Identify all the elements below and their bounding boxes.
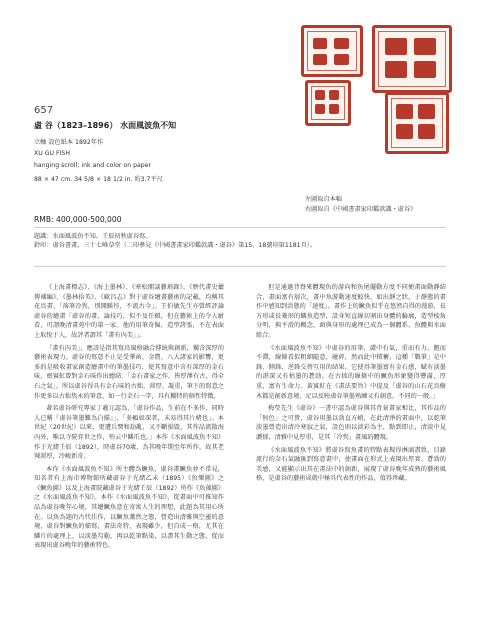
essay-paragraph: 但是通過背脊來體現魚的游向和魚尾擺動方度不同便畫面動靜結合，畫面富有層次，畫中魚游動速度較快，如出靜之狀，于靜態的畫作中感知到活態的「速度」。畫作上的鱖魚似乎在悠然自得的漫游，長方形或長菱形的鱗魚造型，設身短直線切割出身體的輪廓，造型棱角分明，與平滑的概念，頭與身形的處理已成為一個體系，魚體與水面組合。 [256, 284, 446, 339]
notes-block [34, 232, 444, 250]
seal-caption-right: 右圖取自《中國書畫家印鑑款識・虛谷》 [305, 206, 417, 213]
seal-image-right-small [385, 92, 449, 154]
seal-note: 鈐印：虛谷書畫、三十七峰草堂（二印參見《中國書畫家印鑑款識・虛谷》第15、18號印第1181頁）。 [34, 242, 317, 249]
seal-image-left-small [305, 80, 351, 126]
essay-paragraph: 本作《水面風波魚不知》所主體為鱖魚，虛谷畫鱖魚並不常見，知名者有上海市博物館所藏虛谷于光緒乙未（1895）《魚樂圖》之《鱖魚圖》以及上海畫院藏虛谷于光緒壬辰（1892）所作《魚藻圖》之《水面風波魚不知》。本作《水面風波魚不知》，從畫面中可推知作品為虛谷晚年心境，其繪鱖魚意在寄寓人生的理想，此題為其用心所在。以魚為題的古代佳作，以鱖魚蕭然之態，營造出清雅與空靈的意境，虛谷對鱖魚的描寫，畫法奇特，表現雖少，但自成一格，尤其在鱗片的處理上，以淡墨勾勒，再以乾筆點染，以盡其生動之態，從而表現出虛谷晚年的藝術特色。 [34, 465, 224, 550]
essay-paragraph: 「畫有內美」，應該是指其寫鳥風格融合傳統與創新，獨含深厚的藝術表現力。虛谷的寫意不止是受華喦、金農、八大諸家的影響，更多的是吸收畫家創造繪畫中的筆墨技巧，使其寫意中含有深厚的金石味。齋賓虹曾對金石味作出總結：「金石畫家之作，皆厚澤有古，得全石之氣」。所以虛谷得具有金石味的古拙、渾厚、凝重，筆下的寫意之作更多以古拙隽永的筆意，如一行金石一字，具有獨特的個性特徵。 [34, 344, 224, 400]
title-english: XU GU FISH [34, 150, 70, 157]
essay-paragraph: 《水面風波魚不知》將虛谷寫魚畫的特點表現得淋漓盡致，目錄流行的金石氣融匯到寫意畫中，使畫面在形式上表現出厚實、蒼勁的美感，又能顯示出其在畫法中的創新，展現了虛谷晚年成熟的藝術風格，是虛谷的藝術成就中極具代表性的作品，值得珍藏。 [256, 446, 446, 483]
essay-paragraph: 《水面風波魚不知》中虛谷的用筆，澀中有氣，重而有力，飽而不滯，線條看似粗細隨意，碰碎，然而此中積蓄，這種「戰筆」是中鋒、側鋒、逆鋒交替互用的結果。它使得筆墨富有金石感，賦有淡墨的湛深又有枯墨的蒼勁。在古拙的線條中的鱖魚形象變得豐滿，厚重，富有生命力。黃賓虹在《畫法要旨》中提及「虛谷的山石花鳥樹木都是創新意境，足以反映虛谷筆墨熟練又有創意，不同的一般。」 [256, 344, 446, 400]
seal-image-left-large [301, 25, 363, 77]
essay-paragraph: 著名虛谷研究專家丁羲元認為，「虛谷作品，生前在不多作，同時人已稱『虛谷筆墨難為白描』」，「多賴如深者，未易得其片楮也」。本世紀（20世紀）以來，更遭兵燹和劫亂，又不斷損毀，其作品流散海內外，唯以寺院存世之作，殆云中鱗爪也。」本作《水面風波魚不知》作于光緒壬辰（1892），時虛谷70歲，為其晚年期至年所作，故其老辣渾厚，冷峻新奇。 [34, 405, 224, 461]
medium-english: hanging scroll; ink and color on paper [34, 162, 152, 169]
divider-bottom [34, 266, 446, 267]
essay-paragraph: 《上海畫標志》、《海上墨林》、《寒松閣談藝瑣錄》、《歷代畫史彙傳補編》、《墨林拾英》、《歐昌志》對于虛谷繪畫藝術的記載，均稱其花鳥畫、「落筆冷隽，別開蹊徑，不流古今」。王伯敏先生亦曾經評論虛谷的繪畫「虛谷的畫，論技巧，似不及任頤，但在藝術上的令人耐看，可謂晚清畫苑中的第一家。他的用筆奇倔，造型誇張，不在表面上取悅于人，故評者謂其「畫有內美」」。 [34, 284, 224, 339]
seal-image-right-large [372, 25, 452, 93]
essay-paragraph: 梅瑩先生《虛谷》一書中認為虛谷與其背景畫家相比，其作品的「無色」之可貴，虛谷用墨以勁直方峭，在此清淨的畫面中，以乾筆淡墨營造出清冷寒寂之氣，設色則以淡彩為主，點到即止，清淡中見濃郁，清雅中見厚重，是其「冷隽」畫風的體現。 [256, 405, 446, 441]
essay-left-column [34, 283, 224, 554]
divider-top [34, 227, 446, 228]
medium-chinese: 立軸 設色紙本 1892年作 [34, 139, 104, 146]
lot-title: 虛 谷（1823–1896） 水面風波魚不知 [34, 121, 177, 130]
inscription-note: 題識：水面風波魚不知。壬辰初秋虛谷寫。 [34, 233, 152, 240]
estimate: RMB: 400,000-500,000 [34, 215, 122, 224]
seal-caption-left: 左圖取自本幅 [305, 196, 343, 203]
essay-right-column [256, 283, 446, 487]
dimensions: 88 × 47 cm. 34 5/8 × 18 1/2 in. 約3.7平尺 [34, 176, 163, 183]
lot-number: 657 [34, 105, 54, 116]
